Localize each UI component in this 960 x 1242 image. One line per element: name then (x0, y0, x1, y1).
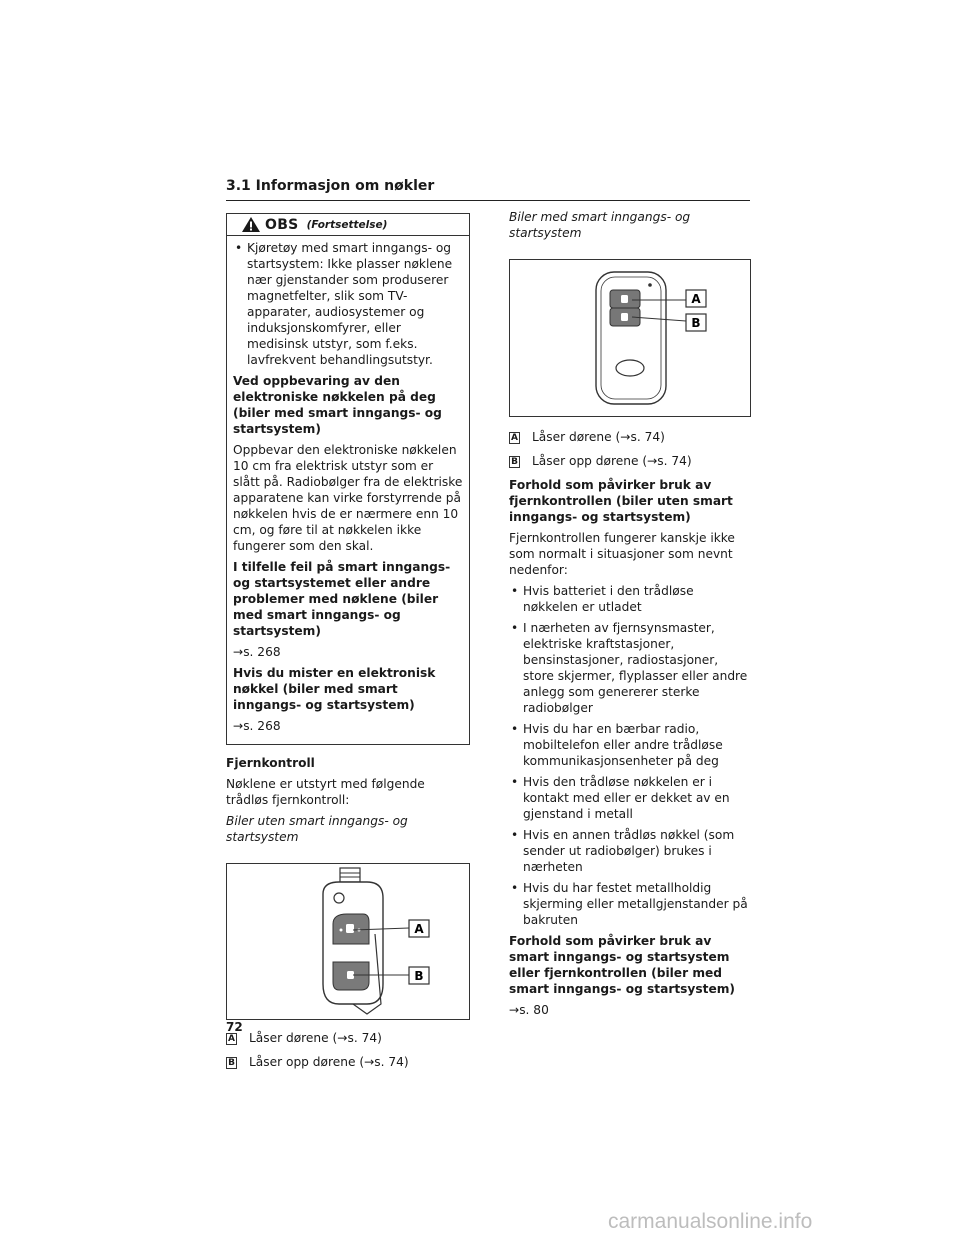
watermark: carmanualsonline.info (608, 1210, 813, 1233)
legend-item-a-right (509, 429, 751, 445)
legend-key-a: A (226, 1033, 237, 1045)
legend-key-b-right: B (509, 456, 520, 468)
legend-text-b-right: Låser opp dørene (→s. 74) (532, 454, 692, 468)
conditions-heading-2: Forhold som påvirker bruk av smart inngangs- og startsystem eller fjernkontrollen (biler med smart inngangs- og startsystem) (509, 934, 735, 996)
caution-heading-3: Hvis du mister en elektronisk nøkkel (biler med smart inngangs- og startsystem) (233, 666, 436, 712)
left-column (226, 213, 470, 1078)
figure-label-a-right: A (691, 292, 701, 306)
remote-intro: Nøklene er utstyrt med følgende trådløs fjernkontroll: (226, 777, 425, 807)
condition-bullet: • Hvis en annen trådløs nøkkel (som sender ut radiobølger) brukes i nærheten (509, 827, 751, 875)
right-figure-caption: Biler med smart inngangs- og startsystem (509, 210, 691, 240)
smart-key-illustration (510, 260, 750, 416)
section-header (226, 177, 750, 201)
figure-label-b: B (414, 969, 424, 983)
condition-bullet: • Hvis batteriet i den trådløse nøkkelen er utladet (509, 583, 751, 615)
page-number: 72 (226, 1020, 243, 1034)
legend-text-a: Låser dørene (→s. 74) (249, 1031, 382, 1045)
left-figure-caption: Biler uten smart inngangs- og startsystem (226, 814, 408, 844)
legend-key-a-right: A (509, 432, 520, 444)
caution-header (227, 214, 469, 236)
condition-bullet: • Hvis den trådløse nøkkelen er i kontakt med eller er dekket av en gjenstand i metall (509, 774, 751, 822)
remote-key-figure (226, 863, 470, 1020)
figure-label-b-right: B (691, 316, 701, 330)
caution-heading-1: Ved oppbevaring av den elektroniske nøkkelen på deg (biler med smart inngangs- og startsystem) (233, 374, 442, 436)
caution-box (226, 213, 470, 745)
caution-continued: (Fortsettelse) (306, 218, 388, 231)
flip-key-illustration (227, 864, 469, 1019)
conditions-heading-1: Forhold som påvirker bruk av fjernkontrollen (biler uten smart inngangs- og startsystem) (509, 478, 733, 524)
legend-text-b: Låser opp dørene (→s. 74) (249, 1055, 409, 1069)
legend-item-b-right (509, 453, 751, 469)
condition-bullet: • Hvis du har festet metallholdig skjerming eller metallgjenstander på bakruten (509, 880, 751, 928)
legend-item-a (226, 1030, 470, 1046)
caution-heading-2: I tilfelle feil på smart inngangs- og startsystemet eller andre problemer med nøklene (biler med smart inngangs- og startsystem) (233, 560, 451, 638)
conditions-paragraph-1: Fjernkontrollen fungerer kanskje ikke som normalt i situasjoner som nevnt nedenfor: (509, 531, 735, 577)
caution-paragraph-1: Oppbevar den elektroniske nøkkelen 10 cm fra elektrisk utstyr som er slått på. Radiobølger fra de elektriske apparatene kan virke forstyrrende på nøkkelen hvis de er nærmere enn 10 cm, og føre til at nøkkelen ikke fungerer som den skal. (233, 443, 463, 553)
warning-icon (241, 216, 261, 233)
section-title: 3.1 Informasjon om nøkler (226, 178, 435, 194)
remote-heading: Fjernkontroll (226, 756, 315, 770)
legend-key-b: B (226, 1057, 237, 1069)
condition-bullet: • Hvis du har en bærbar radio, mobiltelefon eller andre trådløse kommunikasjonsenheter på deg (509, 721, 751, 769)
conditions-reference-2: →s. 80 (509, 1003, 549, 1017)
caution-label: OBS (265, 216, 299, 233)
legend-item-b (226, 1054, 470, 1070)
caution-reference-2: →s. 268 (233, 645, 281, 659)
caution-bullet: • Kjøretøy med smart inngangs- og startsystem: Ikke plasser nøklene nær gjenstander som produserer magnetfelter, slik som TV-apparater, audiosystemer og induksjonskomfyrer, eller medisinsk utstyr, som f.eks. lavfrekvent behandlingsutstyr. (233, 240, 463, 368)
smart-key-figure (509, 259, 751, 417)
condition-bullet: • I nærheten av fjernsynsmaster, elektriske kraftstasjoner, bensinstasjoner, radiostasjoner, store skjermer, flyplasser eller andre anlegg som genererer sterke radiobølger (509, 620, 751, 716)
right-column (509, 209, 751, 1023)
caution-reference-3: →s. 268 (233, 719, 281, 733)
legend-text-a-right: Låser dørene (→s. 74) (532, 430, 665, 444)
figure-label-a: A (414, 922, 424, 936)
